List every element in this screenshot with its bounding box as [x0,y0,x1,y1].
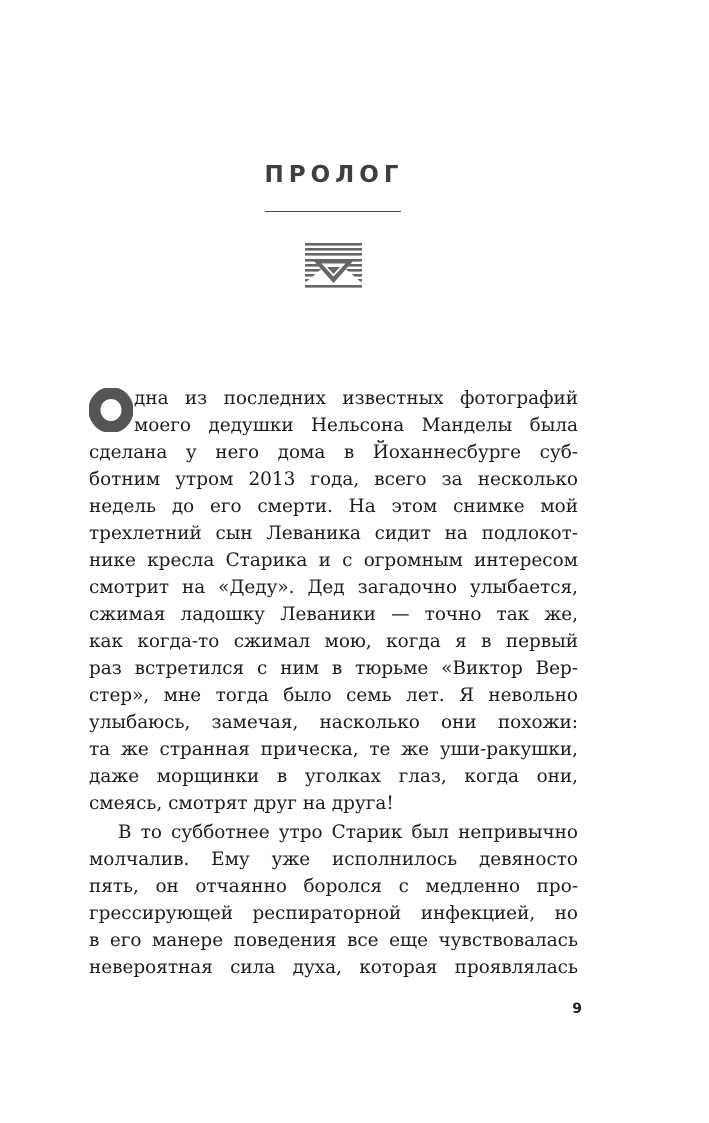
drop-cap [89,388,133,432]
text-line: даже морщинки в уголках глаз, когда они, [89,766,578,787]
text-line: грессирующей респираторной инфекцией, но [89,903,578,924]
text-line: та же странная прическа, те же уши-ракушки, [89,739,578,760]
text-line: ботним утром 2013 года, всего за несколько [89,469,578,490]
text-line: В то субботнее утро Старик был непривычно [118,822,578,843]
text-line: молчалив. Ему уже исполнилось девяносто [89,849,578,870]
text-line: нике кресла Старика и с огромным интересом [89,550,578,571]
text-line: улыбаюсь, замечая, насколько они похожи: [89,712,578,733]
page-number: 9 [572,1001,582,1017]
chapter-title: ПРОЛОГ [264,162,404,188]
text-line: смотрит на «Деду». Дед загадочно улыбается, [89,577,578,598]
text-line: как когда-то сжимал мою, когда я в первый [89,631,578,652]
text-line: недель до его смерти. На этом снимке мой [89,496,578,517]
drop-cap-letter: О [110,418,112,419]
chapter-ornament [303,243,364,289]
text-line: пять, он отчаянно боролся с медленно про- [89,876,578,897]
text-line: сжимая ладошку Леваники — точно так же, [89,604,578,625]
text-line: дна из последних известных фотографий [134,388,578,409]
text-line: моего дедушки Нельсона Манделы была [134,415,578,436]
text-line: трехлетний сын Леваника сидит на подлокот- [89,523,578,544]
text-line: сделана у него дома в Йоханнесбурге суб- [89,442,578,463]
text-line: невероятная сила духа, которая проявлялась [89,957,578,978]
title-rule [265,211,401,212]
text-line: стер», мне тогда было семь лет. Я невольно [89,685,578,706]
text-line: раз встретился с ним в тюрьме «Виктор Вер- [89,658,578,679]
text-line: смеясь, смотрят друг на друга! [89,793,394,814]
text-line: в его манере поведения все еще чувствовалась [89,930,578,951]
